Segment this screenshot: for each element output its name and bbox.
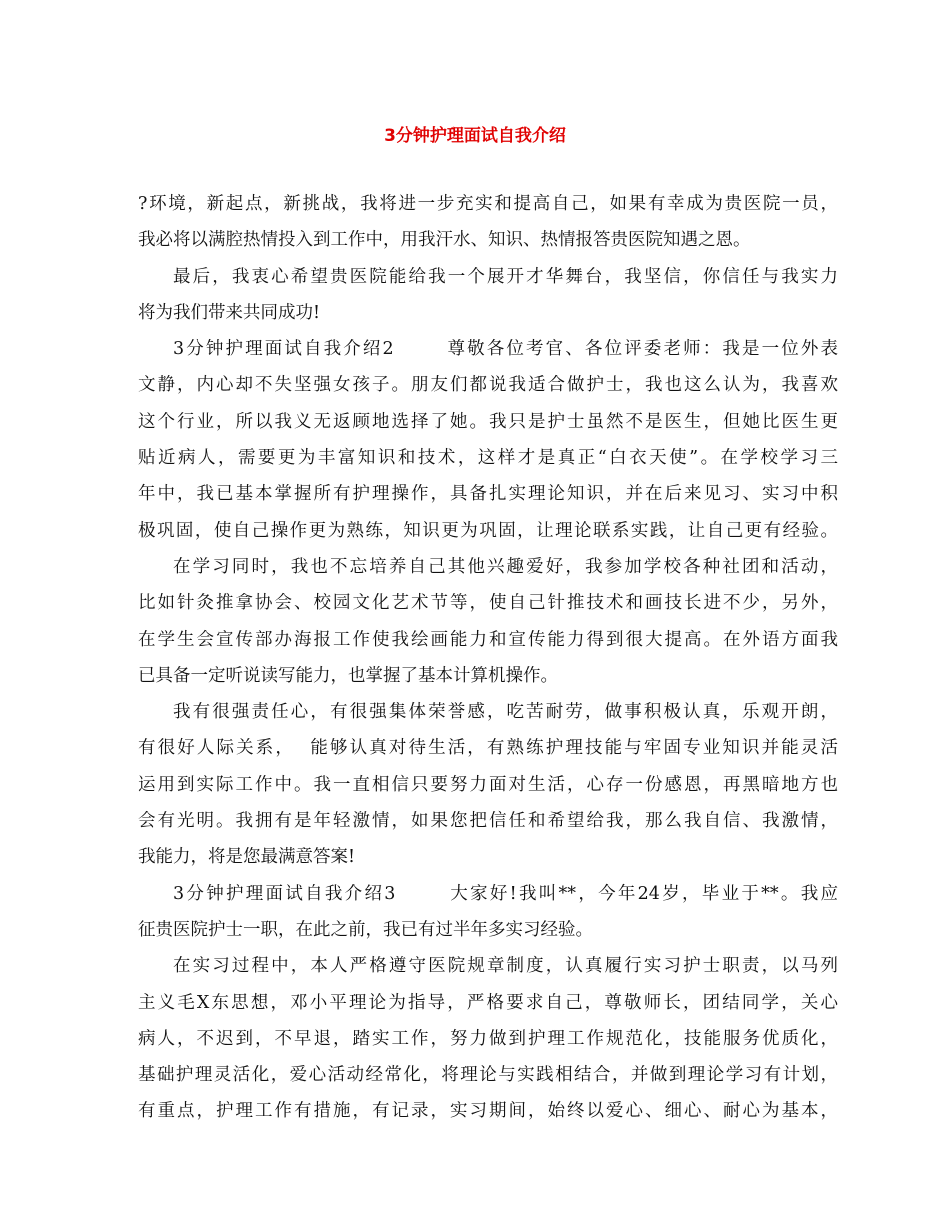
- text-line: ?环境，新起点，新挑战，我将进一步充实和提高自己，如果有幸成为贵医院一员，: [138, 194, 838, 214]
- text-line: 文静，内心却不失坚强女孩子。朋友们都说我适合做护士，我也这么认为，我喜欢: [138, 375, 838, 396]
- text-line: 有很好人际关系， 能够认真对待生活，有熟练护理技能与牢固专业知识并能灵活: [138, 738, 838, 759]
- text-line: 这个行业，所以我义无返顾地选择了她。我只是护士虽然不是医生，但她比医生更: [138, 411, 838, 432]
- document-title: 3分钟护理面试自我介绍: [384, 126, 566, 146]
- text-line: 3分钟护理面试自我介绍3 大家好!我叫**，今年24岁，毕业于**。我应: [173, 883, 838, 904]
- text-line: 最后，我衷心希望贵医院能给我一个展开才华舞台，我坚信，你信任与我实力: [173, 266, 838, 287]
- text-line: 征贵医院护士一职，在此之前，我已有过半年多实习经验。: [138, 919, 593, 940]
- text-line: 年中，我已基本掌握所有护理操作，具备扎实理论知识，并在后来见习、实习中积: [138, 484, 838, 505]
- text-line: 3分钟护理面试自我介绍2 尊敬各位考官、各位评委老师：我是一位外表: [173, 339, 838, 360]
- text-line: 我必将以满腔热情投入到工作中，用我汗水、知识、热情报答贵医院知遇之恩。: [138, 230, 751, 251]
- text-line: 已具备一定听说读写能力，也掌握了基本计算机操作。: [138, 665, 558, 686]
- text-line: 比如针灸推拿协会、校园文化艺术节等，使自己针推技术和画技长进不少，另外，: [138, 593, 838, 614]
- text-line: 有重点，护理工作有措施，有记录，实习期间，始终以爱心、细心、耐心为基本，: [138, 1101, 838, 1122]
- text-line: 贴近病人，需要更为丰富知识和技术，这样才是真正“白衣天使”。在学校学习三: [138, 448, 838, 469]
- text-line: 我有很强责任心，有很强集体荣誉感，吃苦耐劳，做事积极认真，乐观开朗，: [173, 702, 838, 723]
- text-line: 会有光明。我拥有是年轻激情，如果您把信任和希望给我，那么我自信、我激情，: [138, 811, 838, 832]
- text-line: 在学生会宣传部办海报工作使我绘画能力和宣传能力得到很大提高。在外语方面我: [138, 629, 838, 650]
- text-line: 极巩固，使自己操作更为熟练，知识更为巩固，让理论联系实践，让自己更有经验。: [138, 520, 838, 541]
- text-line: 病人，不迟到，不早退，踏实工作，努力做到护理工作规范化，技能服务优质化，: [138, 1028, 838, 1049]
- text-line: 基础护理灵活化，爱心活动经常化，将理论与实践相结合，并做到理论学习有计划，: [138, 1065, 838, 1086]
- document-body: [138, 186, 838, 1130]
- text-line: 运用到实际工作中。我一直相信只要努力面对生活，心存一份感恩，再黑暗地方也: [138, 774, 838, 795]
- text-line: 在学习同时，我也不忘培养自己其他兴趣爱好，我参加学校各种社团和活动，: [173, 556, 838, 577]
- text-line: 将为我们带来共同成功!: [138, 302, 321, 323]
- text-line: 在实习过程中，本人严格遵守医院规章制度，认真履行实习护士职责，以马列: [173, 956, 838, 977]
- text-line: 主义毛X东思想，邓小平理论为指导，严格要求自己，尊敬师长，团结同学，关心: [138, 992, 838, 1013]
- text-line: 我能力，将是您最满意答案!: [138, 847, 356, 868]
